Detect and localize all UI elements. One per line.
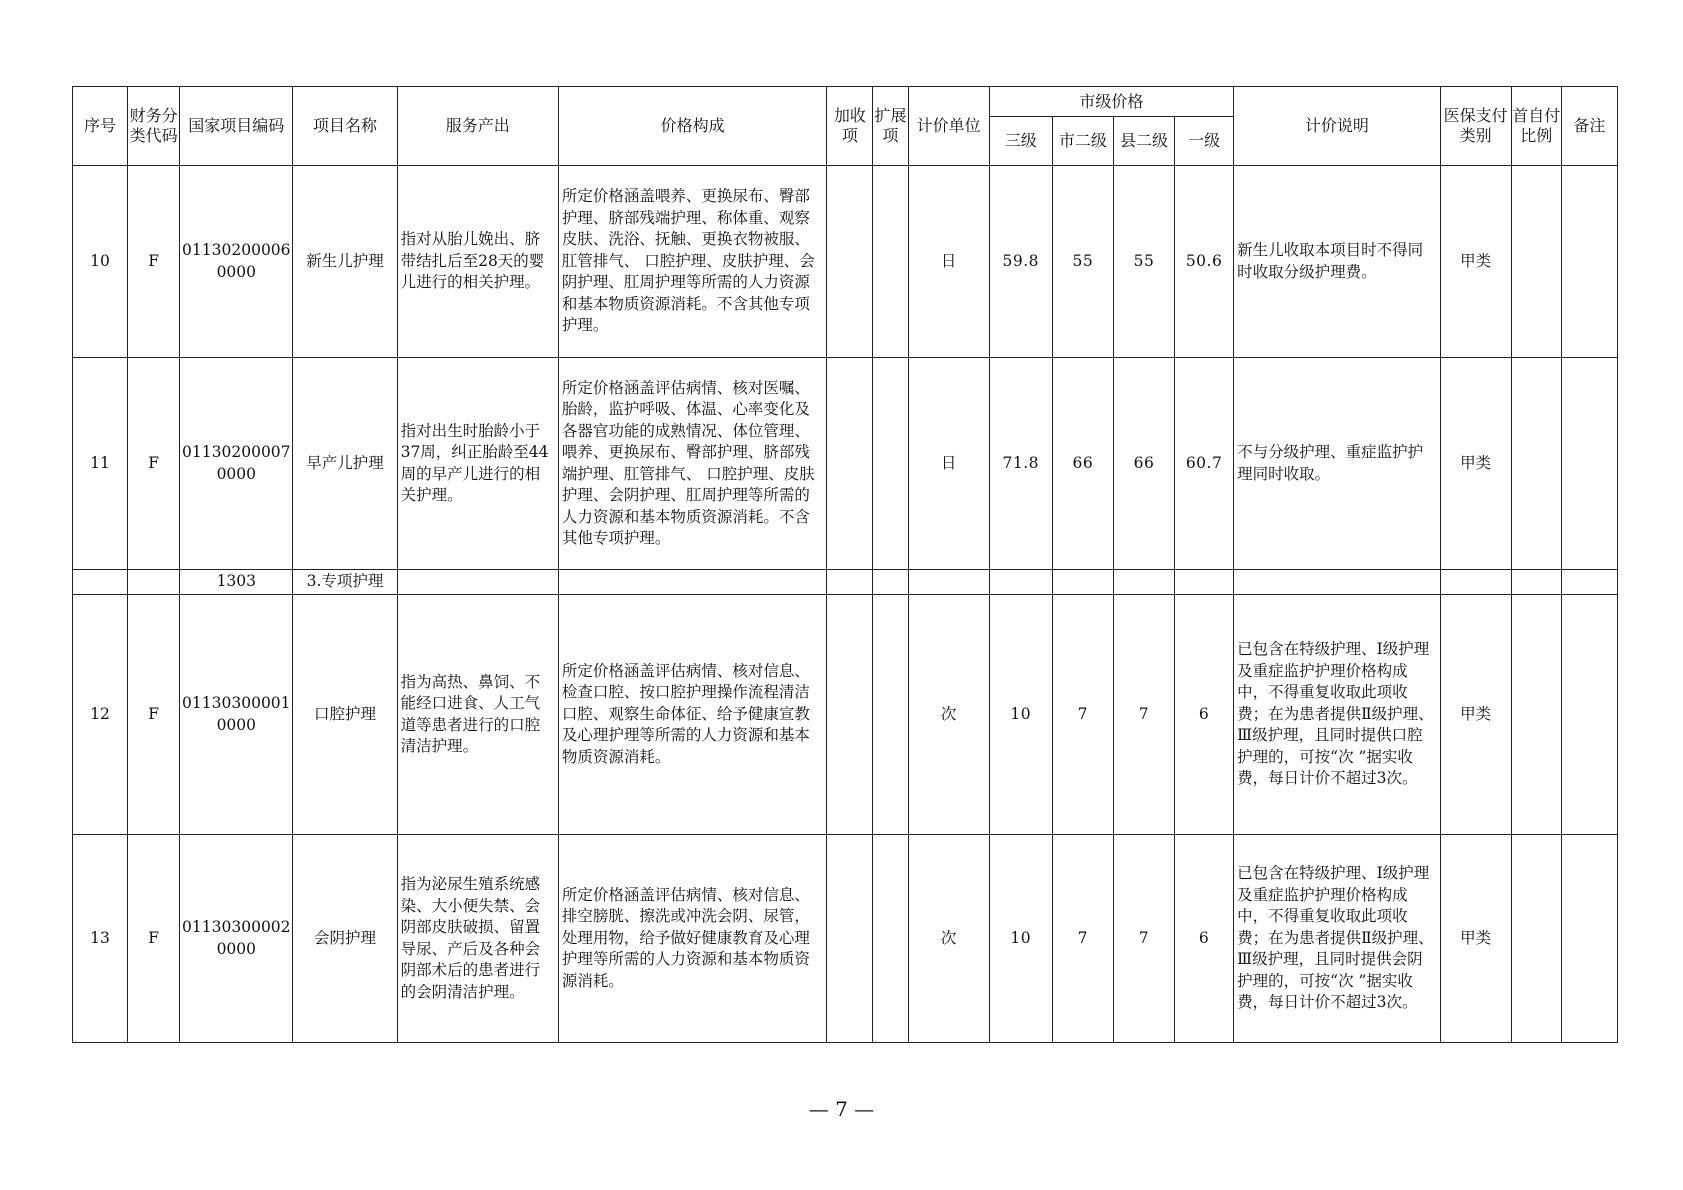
cell-add-item [827, 166, 873, 358]
cell-name: 新生儿护理 [293, 166, 397, 358]
cell-remark [1561, 835, 1617, 1043]
cell-nat-code: 011302000070000 [180, 358, 293, 570]
header-insurance-type: 医保支付类别 [1440, 87, 1511, 166]
header-city-price: 市级价格 [989, 87, 1233, 117]
cell-county-level2: 7 [1113, 835, 1174, 1043]
header-level3: 三级 [989, 117, 1052, 166]
cell-unit: 日 [908, 166, 989, 358]
cell-nat-code: 011302000060000 [180, 166, 293, 358]
cell-remark [1561, 595, 1617, 835]
table-row [73, 166, 1618, 358]
cell-self-pay [1511, 166, 1561, 358]
cell-fin-code: F [128, 595, 180, 835]
header-ext-item: 扩展项 [873, 87, 908, 166]
cell-add-item [827, 835, 873, 1043]
header-composition: 价格构成 [558, 87, 827, 166]
cell-nat-code: 011303000020000 [180, 835, 293, 1043]
cell-level3: 10 [989, 595, 1052, 835]
header-remark: 备注 [1561, 87, 1617, 166]
cell-city-level2: 55 [1052, 166, 1113, 358]
cell-self-pay [1511, 595, 1561, 835]
cell-county-level2: 7 [1113, 595, 1174, 835]
cell-unit: 次 [908, 835, 989, 1043]
cell-fin-code: F [128, 166, 180, 358]
cell-insurance-type: 甲类 [1440, 358, 1511, 570]
cell-composition: 所定价格涵盖喂养、更换尿布、臀部护理、脐部残端护理、称体重、观察皮肤、洗浴、抚触、更换衣物被服、肛管排气、 口腔护理、皮肤护理、会阴护理、肛周护理等所需的人力资源和基本物质资源消耗。不含其他专项护理。 [558, 166, 827, 358]
table-row [73, 595, 1618, 835]
cell-city-level2: 7 [1052, 835, 1113, 1043]
cell-insurance-type: 甲类 [1440, 835, 1511, 1043]
cell-unit: 日 [908, 358, 989, 570]
cell-remark [1561, 358, 1617, 570]
table-row [73, 358, 1618, 570]
cell-self-pay [1511, 835, 1561, 1043]
cell-pricing-note: 不与分级护理、重症监护护理同时收取。 [1234, 358, 1440, 570]
cell-seq: 11 [73, 358, 128, 570]
header-self-pay: 首自付比例 [1511, 87, 1561, 166]
cell-output: 指对从胎儿娩出、脐带结扎后至28天的婴儿进行的相关护理。 [397, 166, 558, 358]
cell-pricing-note: 新生儿收取本项目时不得同时收取分级护理费。 [1234, 166, 1440, 358]
cell-composition: 所定价格涵盖评估病情、核对医嘱、胎龄，监护呼吸、体温、心率变化及各器官功能的成熟情况、体位管理、喂养、更换尿布、臀部护理、脐部残端护理、肛管排气、 口腔护理、皮肤护理、会阴护理、肛周护理等所需的人力资源和基本物质资源消耗。不含其他专项护理。 [558, 358, 827, 570]
section-code: 1303 [180, 570, 293, 595]
cell-composition: 所定价格涵盖评估病情、核对信息、检查口腔、按口腔护理操作流程清洁口腔、观察生命体征、给予健康宣教及心理护理等所需的人力资源和基本物质资源消耗。 [558, 595, 827, 835]
cell-pricing-note: 已包含在特级护理、Ⅰ级护理及重症监护护理价格构成中，不得重复收取此项收费；在为患者提供Ⅱ级护理、Ⅲ级护理，且同时提供口腔护理的，可按“次 ”据实收费，每日计价不超过3次。 [1234, 595, 1440, 835]
section-row [73, 570, 1618, 595]
cell-composition: 所定价格涵盖评估病情、核对信息、排空膀胱、擦洗或冲洗会阴、尿管，处理用物，给予做好健康教育及心理护理等所需的人力资源和基本物质资源消耗。 [558, 835, 827, 1043]
cell-level3: 71.8 [989, 358, 1052, 570]
cell-insurance-type: 甲类 [1440, 595, 1511, 835]
cell-level3: 59.8 [989, 166, 1052, 358]
cell-seq: 13 [73, 835, 128, 1043]
page-number: — 7 — [808, 1097, 875, 1121]
header-city-level2: 市二级 [1052, 117, 1113, 166]
header-pricing-note: 计价说明 [1234, 87, 1440, 166]
header-unit: 计价单位 [908, 87, 989, 166]
section-name: 3.专项护理 [293, 570, 397, 595]
cell-city-level2: 66 [1052, 358, 1113, 570]
cell-county-level2: 66 [1113, 358, 1174, 570]
header-fin-code: 财务分类代码 [128, 87, 180, 166]
cell-seq: 12 [73, 595, 128, 835]
cell-output: 指为泌尿生殖系统感染、大小便失禁、会阴部皮肤破损、留置导尿、产后及各种会阴部术后的患者进行的会阴清洁护理。 [397, 835, 558, 1043]
cell-county-level2: 55 [1113, 166, 1174, 358]
table-row [73, 835, 1618, 1043]
header-seq: 序号 [73, 87, 128, 166]
cell-seq [73, 570, 128, 595]
cell-ext-item [873, 835, 908, 1043]
cell-output: 指为高热、鼻饲、不能经口进食、人工气道等患者进行的口腔清洁护理。 [397, 595, 558, 835]
cell-seq: 10 [73, 166, 128, 358]
cell-ext-item [873, 595, 908, 835]
cell-add-item [827, 595, 873, 835]
cell-pricing-note: 已包含在特级护理、Ⅰ级护理及重症监护护理价格构成中，不得重复收取此项收费；在为患者提供Ⅱ级护理、Ⅲ级护理，且同时提供会阴护理的，可按“次 ”据实收费，每日计价不超过3次。 [1234, 835, 1440, 1043]
cell-output: 指对出生时胎龄小于37周，纠正胎龄至44周的早产儿进行的相关护理。 [397, 358, 558, 570]
header-county-level2: 县二级 [1113, 117, 1174, 166]
header-output: 服务产出 [397, 87, 558, 166]
cell-fin-code: F [128, 835, 180, 1043]
cell-unit: 次 [908, 595, 989, 835]
cell-level1: 6 [1175, 835, 1234, 1043]
cell-fin-code: F [128, 358, 180, 570]
cell-self-pay [1511, 358, 1561, 570]
cell-remark [1561, 166, 1617, 358]
cell-ext-item [873, 166, 908, 358]
header-add-item: 加收项 [827, 87, 873, 166]
cell-fin-code [128, 570, 180, 595]
price-table [72, 86, 1618, 1043]
cell-ext-item [873, 358, 908, 570]
cell-level1: 60.7 [1175, 358, 1234, 570]
cell-level1: 6 [1175, 595, 1234, 835]
cell-add-item [827, 358, 873, 570]
cell-city-level2: 7 [1052, 595, 1113, 835]
cell-insurance-type: 甲类 [1440, 166, 1511, 358]
cell-name: 早产儿护理 [293, 358, 397, 570]
cell-name: 口腔护理 [293, 595, 397, 835]
header-level1: 一级 [1175, 117, 1234, 166]
header-nat-code: 国家项目编码 [180, 87, 293, 166]
cell-level3: 10 [989, 835, 1052, 1043]
cell-level1: 50.6 [1175, 166, 1234, 358]
cell-nat-code: 011303000010000 [180, 595, 293, 835]
header-name: 项目名称 [293, 87, 397, 166]
cell-name: 会阴护理 [293, 835, 397, 1043]
